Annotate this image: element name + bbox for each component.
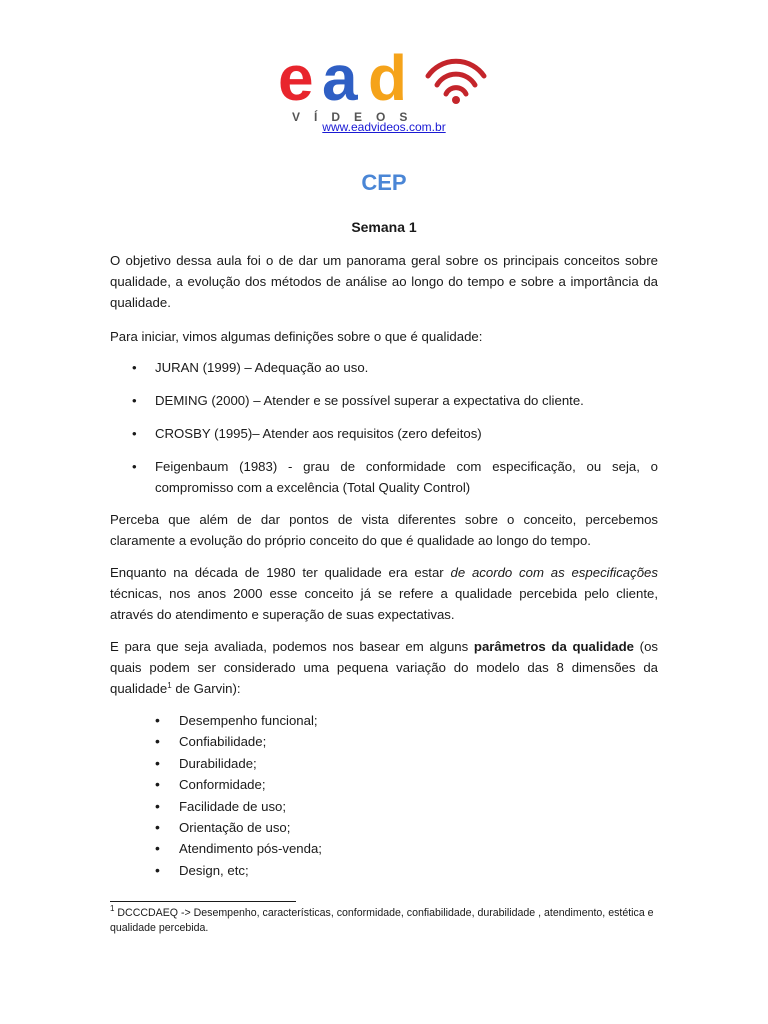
list-item: • JURAN (1999) – Adequação ao uso. [132,360,369,375]
enquanto-paragraph: Enquanto na década de 1980 ter qualidade era estar de acordo com as especificações técnicas, nos anos 2000 esse conceito já se refere a qualidade percebida pelo cliente, através do atendimento e superação de suas expectativas. [110,565,658,622]
definitions-list [110,357,658,498]
logo-letter-d: d [368,42,408,114]
footnote-mark: 1 [110,904,115,913]
footnote-divider [110,901,296,902]
list-item: • CROSBY (1995)– Atender aos requisitos (zero defeitos) [132,426,482,441]
logo-tagline: VÍDEOS [292,110,422,124]
intro-paragraph: O objetivo dessa aula foi o de dar um panorama geral sobre os principais conceitos sobre qualidade, a evolução dos métodos de análise ao longo do tempo e sobre a importância da qualidade. [110,253,658,310]
list-item: • Orientação de uso; [155,819,291,836]
page-title: CEP [361,170,407,195]
list-item: • Conformidade; [155,776,266,793]
list-item: • Atendimento pós-venda; [155,840,322,857]
list-item: • Durabilidade; [155,754,257,771]
footnote-reference: 1 [167,681,172,690]
avaliada-paragraph: E para que seja avaliada, podemos nos basear em alguns parâmetros da qualidade (os quais podem ser considerado uma pequena variação do modelo das 8 dimensões da qualidade$^1$ de Garvin): [110,639,659,696]
list-item: • Feigenbaum (1983) - grau de conformidade com especificação, ou seja, o compromisso com a excelência (Total Quality Control) [132,459,658,495]
parameters-list [155,710,555,881]
wifi-icon [428,61,484,94]
list-item: • Desempenho funcional; [155,712,318,728]
perceba-paragraph: Perceba que além de dar pontos de vista diferentes sobre o conceito, percebemos claramente a evolução do próprio conceito do que é qualidade ao longo do tempo. [110,512,658,548]
logo-letter-a: a [322,42,358,114]
list-item: • Facilidade de uso; [155,797,287,814]
start-paragraph: Para iniciar, vimos algumas definições sobre o que é qualidade: [110,329,483,344]
page-subtitle: Semana 1 [351,219,417,235]
footnote: $^1$ DCCCDAEQ -> Desempenho, características, conformidade, confiabilidade, durabilidade , atendimento, estética e qualidade percebida. [110,904,654,934]
wifi-dot [452,96,460,104]
list-item: • Design, etc; [155,861,249,878]
list-item: • DEMING (2000) – Atender e se possível superar a expectativa do cliente. [132,393,584,408]
logo-letter-e: e [278,42,314,114]
website-link[interactable]: www.eadvideos.com.br [322,120,446,134]
ead-videos-logo [270,38,500,128]
list-item: • Confiabilidade; [155,733,267,750]
